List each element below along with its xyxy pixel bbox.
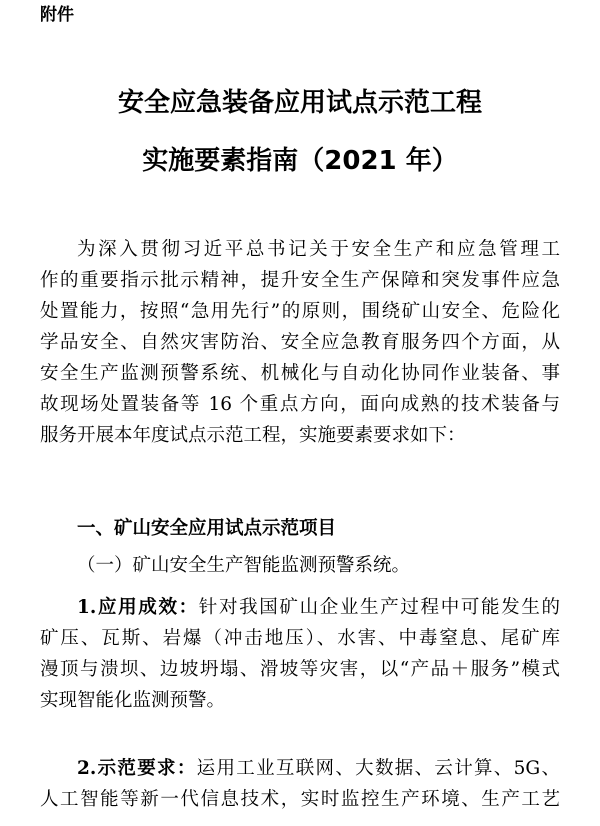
subsection-heading-monitoring-system: （一）矿山安全生产智能监测预警系统。 [77, 555, 411, 576]
item1-line-4: 实现智能化监测预警。 [40, 690, 226, 711]
intro-line-3: 处置能力，按照“急用先行”的原则，围绕矿山安全、危险化 [40, 301, 560, 322]
item1-text-1: 针对我国矿山企业生产过程中可能发生的 [198, 597, 560, 618]
intro-paragraph [40, 234, 560, 451]
item1-line-2: 矿压、瓦斯、岩爆（冲击地压）、水害、中毒窒息、尾矿库 [40, 628, 560, 649]
item2-line-2: 人工智能等新一代信息技术，实时监控生产环境、生产工艺 [40, 789, 560, 810]
item-demonstration-requirements [40, 753, 560, 815]
intro-line-7: 服务开展本年度试点示范工程，实施要素要求如下： [40, 425, 466, 446]
intro-line-2: 作的重要指示批示精神，提升安全生产保障和突发事件应急 [40, 270, 560, 291]
intro-line-6: 故现场处置装备等 16 个重点方向，面向成熟的技术装备与 [40, 394, 560, 415]
document-title-line-2: 实施要素指南（2021 年） [142, 146, 458, 176]
item-application-results [40, 592, 560, 716]
document-title-line-1: 安全应急装备应用试点示范工程 [117, 88, 482, 118]
intro-line-4: 学品安全、自然灾害防治、安全应急教育服务四个方面，从 [40, 332, 560, 353]
item1-line-3: 漫顶与溃坝、边坡坍塌、滑坡等灾害，以“产品＋服务”模式 [40, 659, 560, 680]
section-heading-mine-safety: 一、矿山安全应用试点示范项目 [77, 518, 337, 539]
item2-text-1: 运用工业互联网、大数据、云计算、5G、 [196, 758, 560, 779]
item1-label: 1.应用成效： [77, 597, 199, 618]
intro-line-1: 为深入贯彻习近平总书记关于安全生产和应急管理工 [77, 239, 560, 260]
item2-label: 2.示范要求： [77, 758, 197, 779]
item1-line-1 [40, 592, 560, 623]
item2-line-1 [40, 753, 560, 784]
intro-line-5: 安全生产监测预警系统、机械化与自动化协同作业装备、事 [40, 363, 560, 384]
attachment-label: 附件 [40, 5, 74, 25]
